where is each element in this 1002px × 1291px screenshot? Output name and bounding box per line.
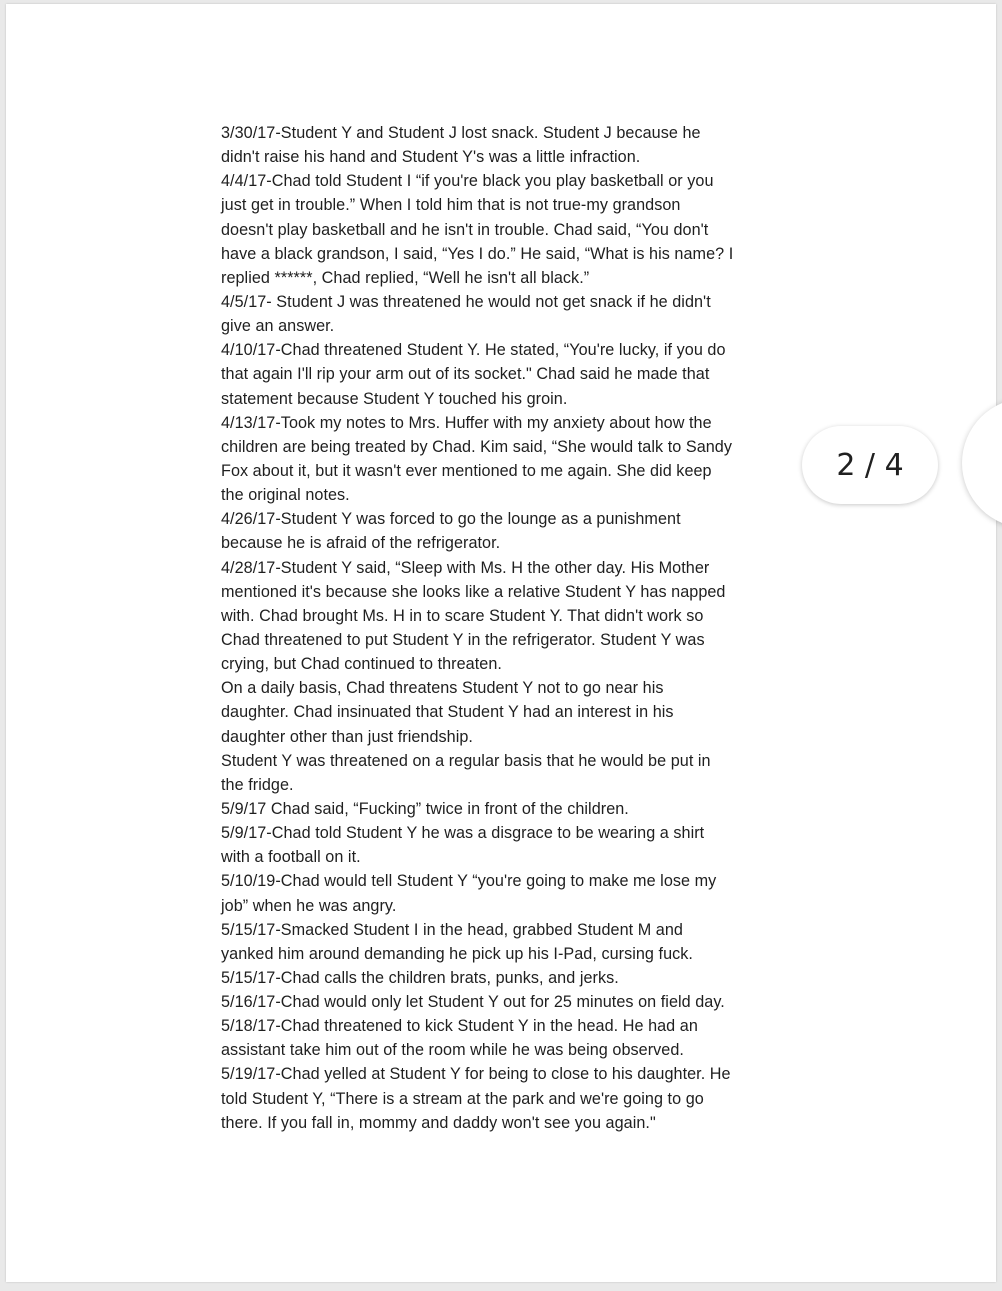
document-text-line: 4/4/17-Chad told Student I “if you're black you play basketball or you [221,172,714,191]
document-text-line: crying, but Chad continued to threaten. [221,655,502,674]
document-text-line: Chad threatened to put Student Y in the refrigerator. Student Y was [221,630,705,649]
document-text-line: just get in trouble.” When I told him that is not true-my grandson [221,196,681,215]
document-text-line: doesn't play basketball and he isn't in trouble. Chad said, “You don't [221,220,709,239]
document-text-line: 5/19/17-Chad yelled at Student Y for being to close to his daughter. He [221,1065,731,1084]
document-text-line: didn't raise his hand and Student Y's was a little infraction. [221,148,641,167]
document-text-line: the original notes. [221,486,350,505]
document-text-line: 3/30/17-Student Y and Student J lost snack. Student J because he [221,124,701,142]
document-text-line: the fridge. [221,775,294,794]
document-text-line: that again I'll rip your arm out of its socket." Chad said he made that [221,365,710,384]
document-text-line: told Student Y, “There is a stream at the park and we're going to go [221,1089,704,1108]
document-text-line: with a football on it. [221,848,361,867]
document-text-line: daughter. Chad insinuated that Student Y had an interest in his [221,703,674,722]
document-text-line: have a black grandson, I said, “Yes I do.” He said, “What is his name? I [221,244,734,263]
document-text-line: 4/5/17- Student J was threatened he would not get snack if he didn't [221,292,711,311]
document-text-line: 5/10/19-Chad would tell Student Y “you're going to make me lose my [221,872,717,891]
document-text-line: 5/18/17-Chad threatened to kick Student Y in the head. He had an [221,1017,698,1036]
document-text-line: because he is afraid of the refrigerator. [221,534,501,553]
document-text-line: assistant take him out of the room while he was being observed. [221,1041,684,1060]
document-text-line: statement because Student Y touched his groin. [221,389,568,408]
document-text-line: with. Chad brought Ms. H in to scare Student Y. That didn't work so [221,606,704,625]
document-text-line: 5/9/17 Chad said, “Fucking” twice in front of the children. [221,799,629,818]
document-text-line: there. If you fall in, mommy and daddy won't see you again." [221,1113,656,1132]
document-text-line: yanked him around demanding he pick up his I-Pad, cursing fuck. [221,944,693,963]
document-body [221,121,801,1135]
document-text-line: job” when he was angry. [221,896,397,915]
document-text-line: 4/26/17-Student Y was forced to go the lounge as a punishment [221,510,681,529]
document-text-line: 4/10/17-Chad threatened Student Y. He stated, “You're lucky, if you do [221,341,726,360]
document-text-line: On a daily basis, Chad threatens Student Y not to go near his [221,679,664,698]
document-text-line: give an answer. [221,317,335,336]
document-text-line: daughter other than just friendship. [221,727,473,746]
document-text-line: 5/16/17-Chad would only let Student Y out for 25 minutes on field day. [221,993,725,1012]
document-text-line: 5/9/17-Chad told Student Y he was a disgrace to be wearing a shirt [221,824,705,843]
document-text-line: Student Y was threatened on a regular basis that he would be put in [221,751,711,770]
document-text-line: replied ******, Chad replied, “Well he isn't all black.” [221,268,590,287]
document-text-line: mentioned it's because she looks like a relative Student Y has napped [221,582,726,601]
document-text-line: 4/28/17-Student Y said, “Sleep with Ms. H the other day. His Mother [221,558,710,577]
document-text-line: 4/13/17-Took my notes to Mrs. Huffer with my anxiety about how the [221,413,712,432]
document-text-line: 5/15/17-Smacked Student I in the head, grabbed Student M and [221,920,683,939]
document-page [6,4,996,1282]
document-text-line: children are being treated by Chad. Kim said, “She would talk to Sandy [221,437,732,456]
page-number-indicator: 2 / 4 [802,426,938,504]
document-text-line: Fox about it, but it wasn't ever mentioned to me again. She did keep [221,461,712,480]
document-text-line: 5/15/17-Chad calls the children brats, punks, and jerks. [221,968,619,987]
